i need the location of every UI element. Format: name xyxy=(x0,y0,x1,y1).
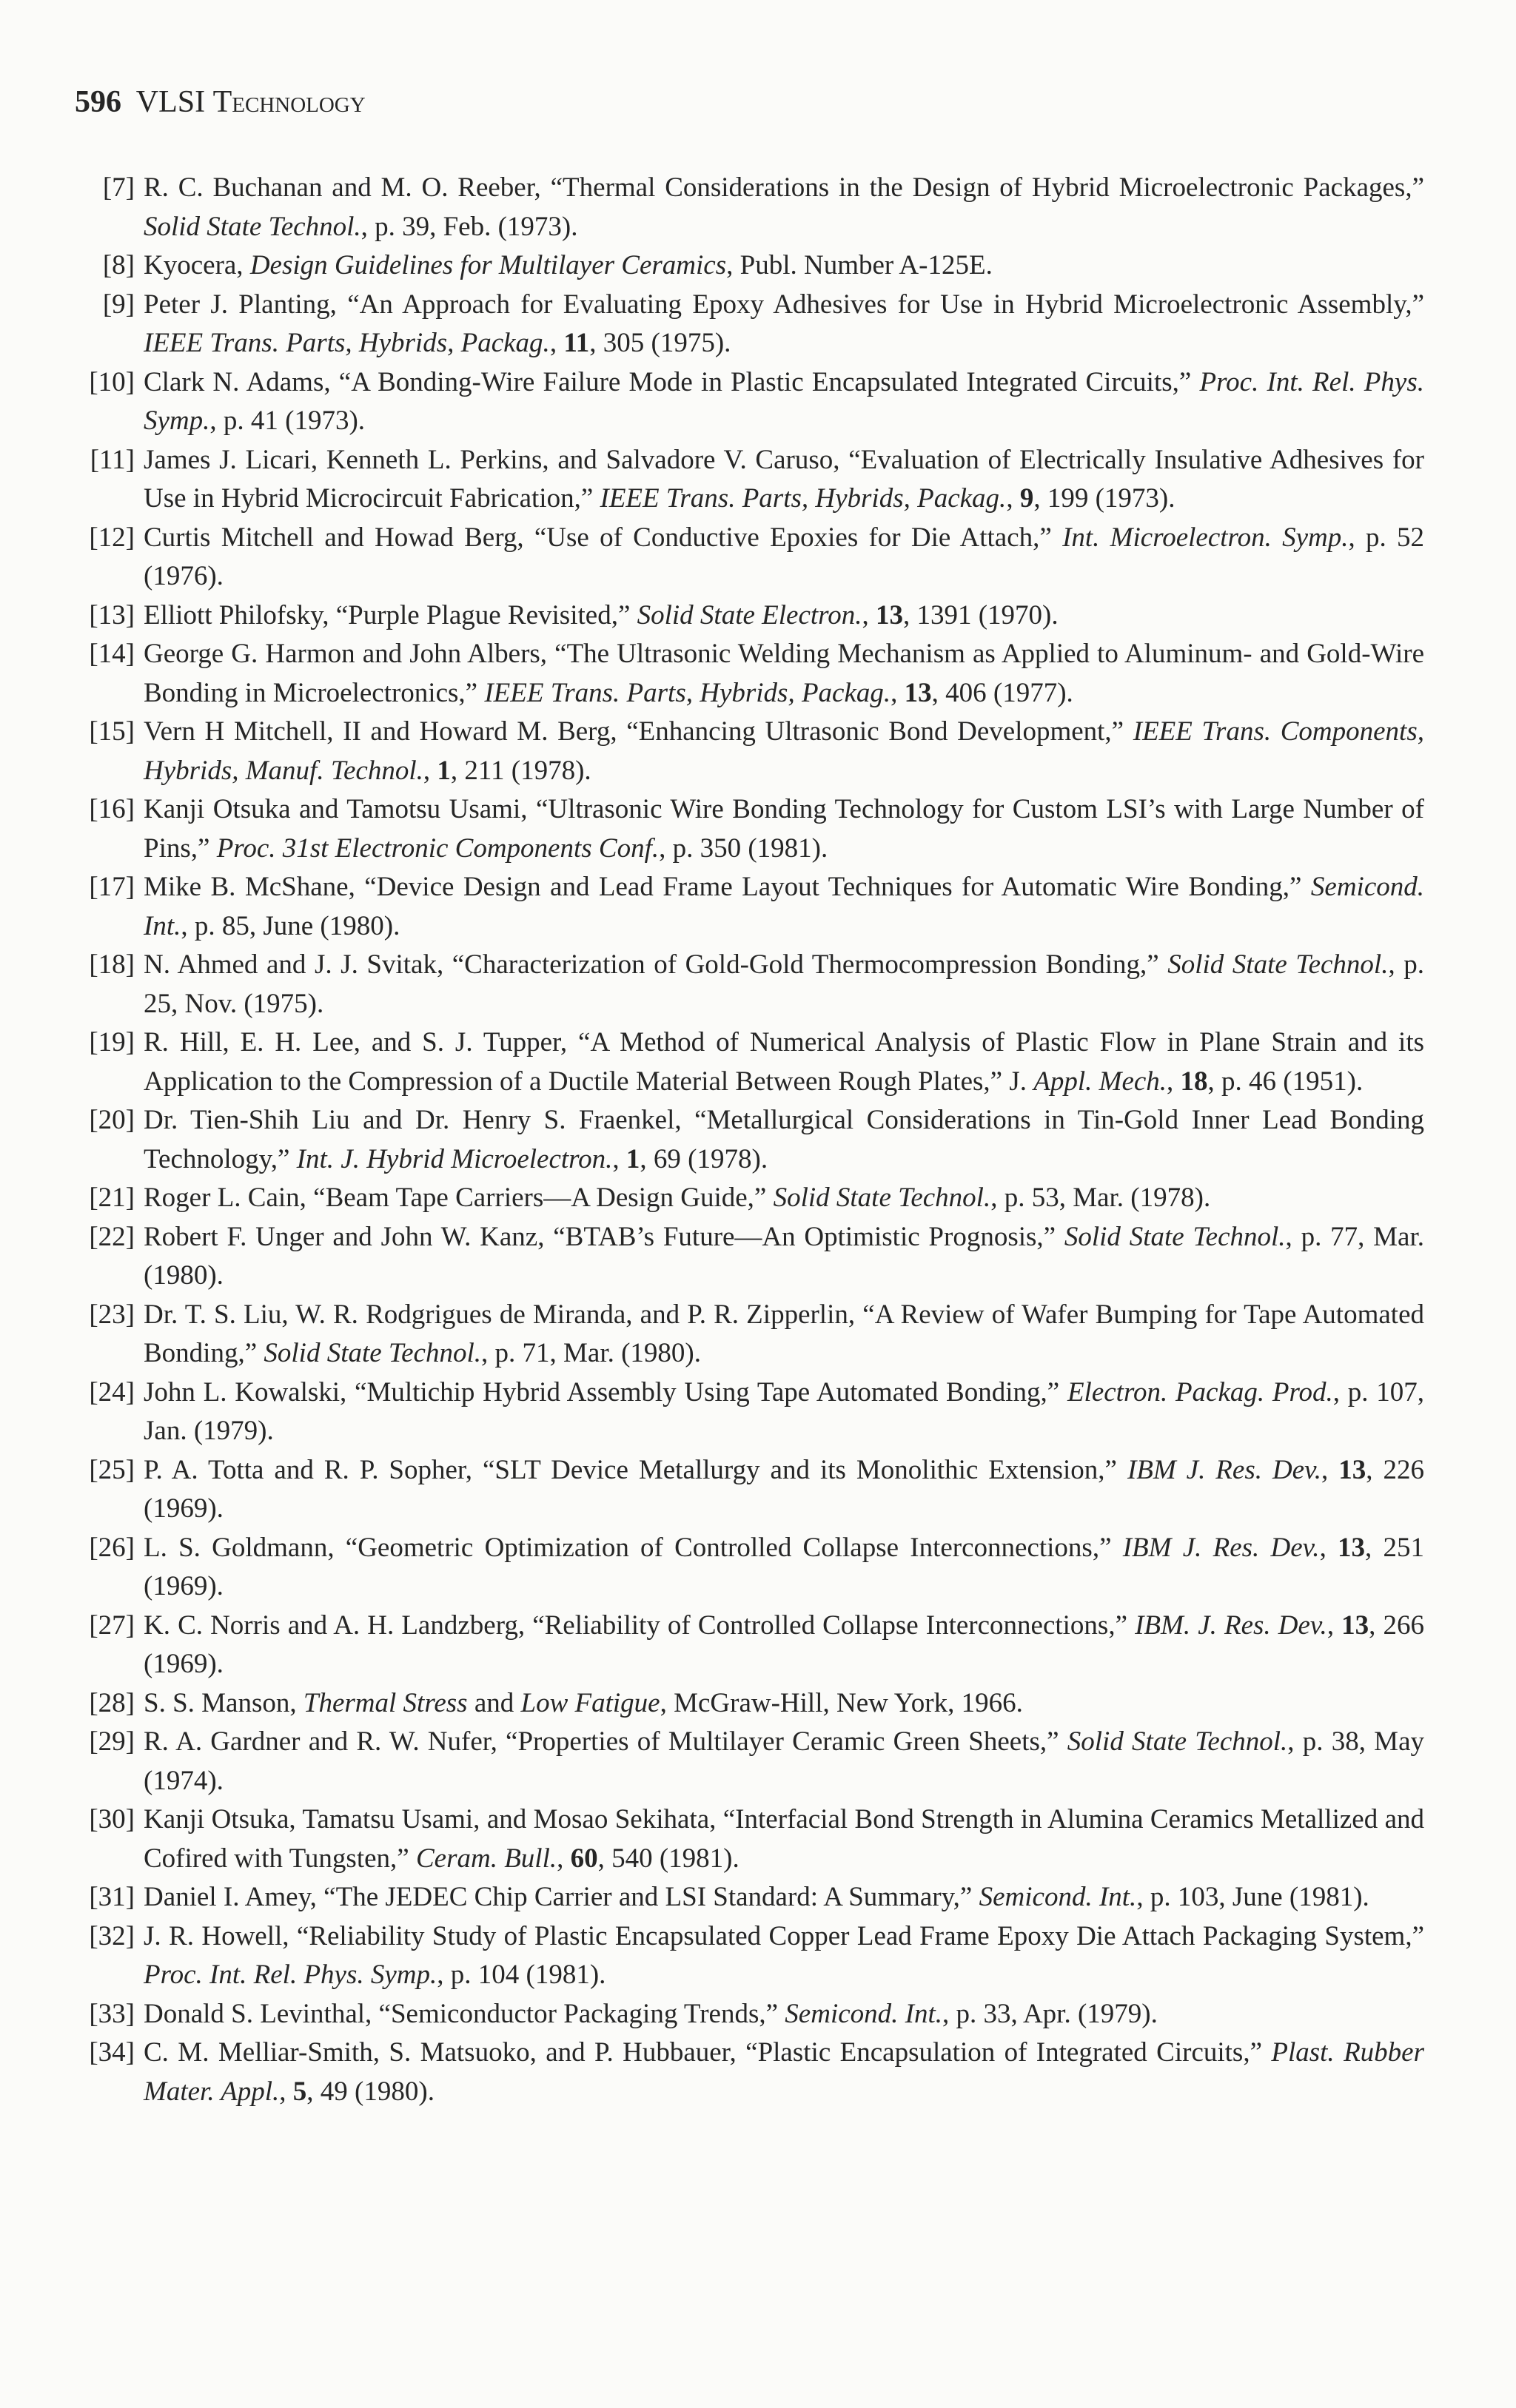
reference-text: P. A. Totta and R. P. Sopher, “SLT Device Metallurgy and its Monolithic Extension,” xyxy=(144,1454,1127,1485)
reference-volume: 1 xyxy=(625,1143,640,1174)
reference-text: Daniel I. Amey, “The JEDEC Chip Carrier and LSI Standard: A Summary,” xyxy=(144,1882,979,1912)
reference-text: , xyxy=(549,328,564,358)
reference-text: , xyxy=(279,2076,293,2107)
reference-text: , p. 53, Mar. (1978). xyxy=(990,1183,1211,1213)
reference-volume: 13 xyxy=(875,599,903,630)
reference-text: , 199 (1973). xyxy=(1033,483,1175,514)
reference-number: [8] xyxy=(102,250,135,280)
reference-text: , 305 (1975). xyxy=(589,328,731,358)
reference-text: Clark N. Adams, “A Bonding-Wire Failure Mode in Plastic Encapsulated Integrated Circuits,” xyxy=(144,366,1200,397)
reference-number: [18] xyxy=(89,949,135,980)
reference-item xyxy=(70,363,1424,441)
reference-item xyxy=(70,868,1424,946)
reference-source: IBM J. Res. Dev. xyxy=(1122,1532,1320,1563)
reference-text: , xyxy=(891,677,905,708)
reference-item xyxy=(70,169,1424,246)
reference-text: Curtis Mitchell and Howad Berg, “Use of Conductive Epoxies for Die Attach,” xyxy=(144,522,1063,553)
reference-number: [24] xyxy=(89,1376,135,1408)
running-header xyxy=(75,83,366,121)
reference-text: , 540 (1981). xyxy=(597,1843,739,1874)
reference-source: Ceram. Bull. xyxy=(415,1843,557,1874)
reference-text: , p. 77, Mar. (1980). xyxy=(144,1221,1424,1291)
reference-source: Plast. Rubber Mater. Appl. xyxy=(144,2037,1424,2107)
reference-text: R. C. Buchanan and M. O. Reeber, “Thermal Considerations in the Design of Hybrid Microelectronic Packages,” xyxy=(144,172,1424,203)
reference-text: Robert F. Unger and John W. Kanz, “BTAB’s Future—An Optimistic Prognosis,” xyxy=(144,1221,1064,1252)
reference-volume: 9 xyxy=(1019,483,1034,514)
reference-source: Thermal Stress xyxy=(303,1687,468,1718)
reference-volume: 11 xyxy=(563,328,590,358)
reference-item xyxy=(70,1878,1424,1917)
reference-item xyxy=(70,635,1424,713)
reference-source: Electron. Packag. Prod. xyxy=(1067,1376,1333,1408)
reference-text: , xyxy=(557,1843,571,1874)
reference-text: Roger L. Cain, “Beam Tape Carriers—A Design Guide,” xyxy=(144,1183,774,1213)
reference-text: , p. 46 (1951). xyxy=(1207,1066,1364,1097)
reference-text: , Publ. Number A-125E. xyxy=(726,250,993,280)
reference-source: Solid State Technol. xyxy=(1167,949,1389,980)
reference-list xyxy=(70,169,1424,2111)
reference-item xyxy=(70,596,1424,636)
reference-number: [11] xyxy=(90,444,135,475)
reference-text: , 406 (1977). xyxy=(931,677,1073,708)
reference-source: Solid State Electron. xyxy=(637,599,862,630)
reference-text: George G. Harmon and John Albers, “The Ultrasonic Welding Mechanism as Applied to Aluminum- and Gold-Wire Bonding in Microelectronics,” xyxy=(144,639,1424,708)
reference-source: Solid State Technol. xyxy=(773,1183,991,1213)
reference-number: [34] xyxy=(89,2037,135,2068)
reference-number: [14] xyxy=(89,639,135,669)
reference-text: , p. 71, Mar. (1980). xyxy=(481,1338,701,1368)
reference-text: Kyocera, xyxy=(144,250,250,280)
reference-text: , p. 25, Nov. (1975). xyxy=(144,949,1425,1019)
reference-volume: 18 xyxy=(1180,1066,1208,1097)
reference-text: , 226 (1969). xyxy=(144,1454,1424,1524)
reference-number: [22] xyxy=(89,1221,135,1252)
reference-number: [23] xyxy=(89,1299,135,1330)
reference-item xyxy=(70,1451,1424,1529)
reference-text: Kanji Otsuka and Tamotsu Usami, “Ultrasonic Wire Bonding Technology for Custom LSI’s with Large Number of Pins,” xyxy=(144,794,1424,864)
reference-text: Dr. T. S. Liu, W. R. Rodgrigues de Miranda, and P. R. Zipperlin, “A Review of Wafer Bumping for Tape Automated Bonding,” xyxy=(144,1299,1424,1368)
reference-source: Proc. 31st Electronic Components Conf. xyxy=(216,833,660,864)
reference-text: R. A. Gardner and R. W. Nufer, “Properties of Multilayer Ceramic Green Sheets,” xyxy=(144,1726,1067,1757)
reference-volume: 5 xyxy=(292,2076,307,2107)
reference-number: [30] xyxy=(89,1804,135,1834)
reference-text: , p. 39, Feb. (1973). xyxy=(360,211,578,242)
reference-source: Proc. Int. Rel. Phys. Symp. xyxy=(144,366,1424,436)
reference-text: , xyxy=(862,599,876,630)
reference-text: , p. 52 (1976). xyxy=(144,522,1424,591)
reference-text: , xyxy=(1326,1610,1342,1641)
reference-source: Semicond. Int. xyxy=(785,1998,942,2029)
reference-item xyxy=(70,790,1424,868)
reference-text: C. M. Melliar-Smith, S. Matsuoko, and P. Hubbauer, “Plastic Encapsulation of Integrated Circuits,” xyxy=(144,2037,1272,2068)
reference-text: , 1391 (1970). xyxy=(902,599,1059,630)
reference-text: Dr. Tien-Shih Liu and Dr. Henry S. Fraenkel, “Metallurgical Considerations in Tin-Gold Inner Lead Bonding Technology,” xyxy=(144,1105,1424,1174)
reference-text: , p. 38, May (1974). xyxy=(144,1726,1425,1796)
reference-item xyxy=(70,1296,1424,1373)
reference-source: IEEE Trans. Components, Hybrids, Manuf. Technol. xyxy=(144,716,1424,786)
reference-number: [16] xyxy=(89,794,135,824)
reference-text: , xyxy=(1006,483,1020,514)
reference-item xyxy=(70,441,1424,519)
reference-text: , p. 33, Apr. (1979). xyxy=(942,1998,1158,2029)
reference-text: S. S. Manson, xyxy=(144,1687,303,1718)
reference-text: Peter J. Planting, “An Approach for Evaluating Epoxy Adhesives for Use in Hybrid Microelectronic Assembly,” xyxy=(144,289,1424,320)
reference-text: , 49 (1980). xyxy=(306,2076,435,2107)
reference-text: Elliott Philofsky, “Purple Plague Revisited,” xyxy=(144,599,637,630)
reference-item xyxy=(70,286,1424,363)
reference-text: John L. Kowalski, “Multichip Hybrid Assembly Using Tape Automated Bonding,” xyxy=(144,1376,1067,1408)
reference-source: Solid State Technol. xyxy=(264,1338,481,1368)
reference-item xyxy=(70,1529,1424,1607)
reference-number: [27] xyxy=(89,1610,135,1641)
reference-item xyxy=(70,1995,1424,2034)
reference-number: [21] xyxy=(89,1183,135,1213)
reference-item xyxy=(70,2034,1424,2111)
reference-text: , McGraw-Hill, New York, 1966. xyxy=(660,1687,1023,1718)
reference-source: Solid State Technol. xyxy=(1064,1221,1286,1252)
reference-source: IEEE Trans. Parts, Hybrids, Packag. xyxy=(144,328,550,358)
reference-number: [32] xyxy=(89,1920,135,1951)
running-title-b: Technology xyxy=(212,85,366,119)
reference-source: IEEE Trans. Parts, Hybrids, Packag. xyxy=(600,483,1007,514)
reference-text: and xyxy=(467,1687,521,1718)
reference-volume: 13 xyxy=(904,677,932,708)
reference-text: James J. Licari, Kenneth L. Perkins, and Salvadore V. Caruso, “Evaluation of Electrically Insulative Adhesives for Use in Hybrid Microcircuit Fabrication,” xyxy=(144,444,1424,514)
reference-volume: 13 xyxy=(1338,1532,1366,1563)
reference-text: , p. 104 (1981). xyxy=(437,1960,606,1990)
reference-item xyxy=(70,519,1424,596)
reference-text: , 211 (1978). xyxy=(450,755,591,786)
reference-text: , xyxy=(1167,1066,1181,1097)
reference-text: Mike B. McShane, “Device Design and Lead Frame Layout Techniques for Automatic Wire Bonding,” xyxy=(144,872,1311,902)
reference-source: IEEE Trans. Parts, Hybrids, Packag. xyxy=(484,677,891,708)
reference-text: K. C. Norris and A. H. Landzberg, “Reliability of Controlled Collapse Interconnections,” xyxy=(144,1610,1136,1641)
reference-number: [10] xyxy=(89,366,135,397)
reference-item xyxy=(70,1723,1424,1800)
reference-number: [33] xyxy=(89,1998,135,2029)
reference-text: , xyxy=(1319,1532,1338,1563)
reference-text: Donald S. Levinthal, “Semiconductor Packaging Trends,” xyxy=(144,1998,785,2029)
reference-number: [31] xyxy=(89,1882,135,1912)
reference-number: [25] xyxy=(89,1454,135,1485)
reference-item xyxy=(70,1101,1424,1179)
reference-item xyxy=(70,1684,1424,1723)
reference-item xyxy=(70,1218,1424,1296)
reference-source: Solid State Technol. xyxy=(144,211,361,242)
reference-source: Proc. Int. Rel. Phys. Symp. xyxy=(144,1960,437,1990)
reference-number: [15] xyxy=(89,716,135,747)
reference-text: Kanji Otsuka, Tamatsu Usami, and Mosao Sekihata, “Interfacial Bond Strength in Alumina Ceramics Metallized and Cofired with Tungsten,” xyxy=(144,1804,1424,1874)
page-number: 596 xyxy=(75,85,121,119)
reference-number: [7] xyxy=(102,172,135,203)
reference-volume: 60 xyxy=(570,1843,598,1874)
reference-source: Solid State Technol. xyxy=(1067,1726,1288,1757)
reference-text: , 266 (1969). xyxy=(144,1610,1425,1679)
reference-number: [17] xyxy=(89,872,135,902)
reference-number: [29] xyxy=(89,1726,135,1757)
reference-number: [28] xyxy=(89,1687,135,1718)
reference-text: , p. 41 (1973). xyxy=(209,406,366,436)
reference-item xyxy=(70,713,1424,790)
reference-number: [13] xyxy=(89,599,135,630)
reference-number: [26] xyxy=(89,1532,135,1563)
running-title-a: VLSI xyxy=(135,85,213,119)
reference-source: IBM J. Res. Dev. xyxy=(1127,1454,1322,1485)
reference-text: N. Ahmed and J. J. Svitak, “Characterization of Gold-Gold Thermocompression Bonding,” xyxy=(144,949,1168,980)
reference-source: Int. J. Hybrid Microelectron. xyxy=(296,1143,613,1174)
reference-number: [20] xyxy=(89,1105,135,1135)
reference-text: , 69 (1978). xyxy=(640,1143,768,1174)
reference-source: Int. Microelectron. Symp. xyxy=(1062,522,1349,553)
reference-item xyxy=(70,1023,1424,1101)
reference-item xyxy=(70,946,1424,1023)
reference-number: [9] xyxy=(102,289,135,320)
reference-text: , p. 103, June (1981). xyxy=(1136,1882,1369,1912)
reference-item xyxy=(70,1800,1424,1878)
reference-text: , p. 85, June (1980). xyxy=(181,910,400,941)
reference-text: , p. 350 (1981). xyxy=(659,833,828,864)
reference-item xyxy=(70,1607,1424,1684)
reference-source: Semicond. Int. xyxy=(144,872,1424,941)
reference-text: , xyxy=(612,1143,626,1174)
reference-volume: 13 xyxy=(1338,1454,1366,1485)
reference-item xyxy=(70,1917,1424,1995)
reference-text: L. S. Goldmann, “Geometric Optimization of Controlled Collapse Interconnections,” xyxy=(144,1532,1123,1563)
reference-text: Vern H Mitchell, II and Howard M. Berg, “Enhancing Ultrasonic Bond Development,” xyxy=(144,716,1133,747)
reference-number: [12] xyxy=(89,522,135,553)
reference-item xyxy=(70,1179,1424,1218)
reference-text: , p. 107, Jan. (1979). xyxy=(144,1376,1425,1446)
reference-volume: 13 xyxy=(1341,1610,1369,1641)
reference-item xyxy=(70,246,1424,286)
reference-text: R. Hill, E. H. Lee, and S. J. Tupper, “A Method of Numerical Analysis of Plastic Flow in Plane Strain and its Application to the Compression of a Ductile Material Between Rough Plates,” J. xyxy=(144,1027,1424,1097)
reference-source: Semicond. Int. xyxy=(979,1882,1137,1912)
reference-text: , xyxy=(1321,1454,1339,1485)
reference-text: , xyxy=(423,755,437,786)
reference-text: J. R. Howell, “Reliability Study of Plastic Encapsulated Copper Lead Frame Epoxy Die Attach Packaging System,” xyxy=(144,1920,1424,1951)
reference-source: Low Fatigue xyxy=(520,1687,660,1718)
reference-source: IBM. J. Res. Dev. xyxy=(1135,1610,1327,1641)
reference-item xyxy=(70,1373,1424,1451)
reference-source: Design Guidelines for Multilayer Ceramics xyxy=(249,250,727,280)
reference-text: , 251 (1969). xyxy=(144,1532,1424,1601)
reference-source: Appl. Mech. xyxy=(1033,1066,1167,1097)
reference-number: [19] xyxy=(89,1027,135,1057)
reference-volume: 1 xyxy=(437,755,451,786)
